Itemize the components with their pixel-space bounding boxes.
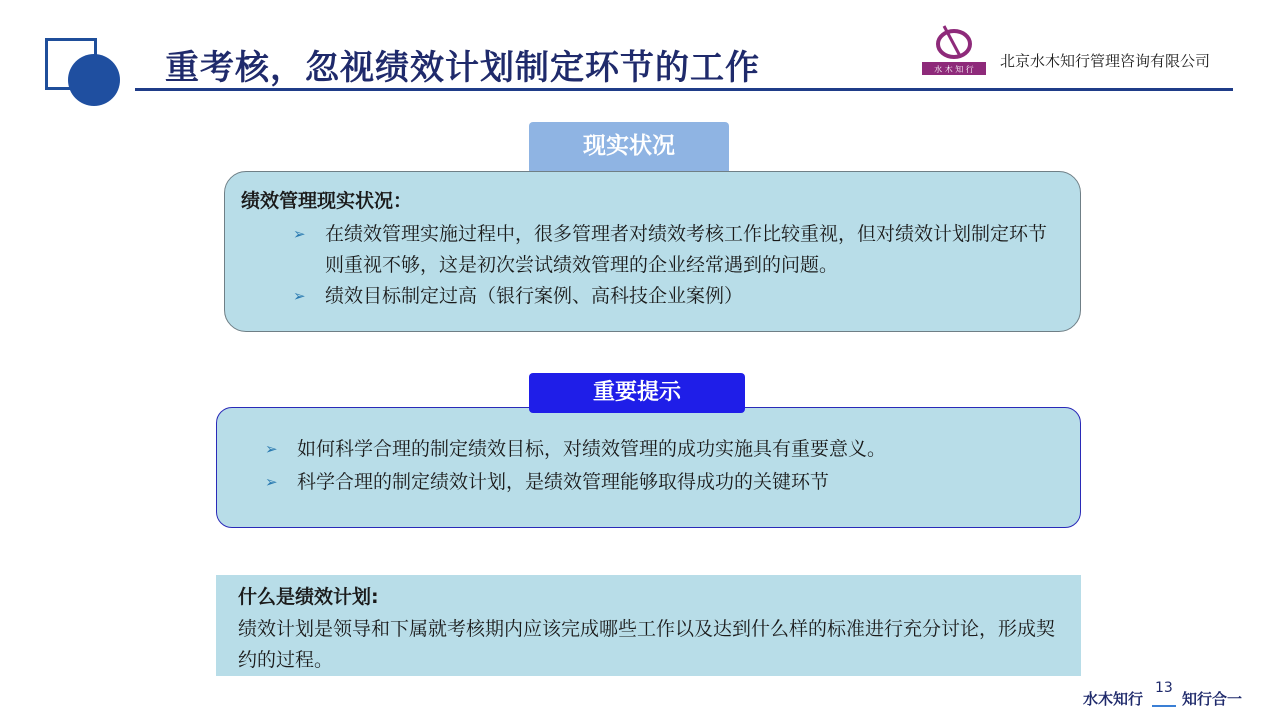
company-name: 北京水木知行管理咨询有限公司	[1000, 52, 1211, 70]
page-title: 重考核，忽视绩效计划制定环节的工作	[165, 48, 760, 88]
tip-panel	[216, 407, 1081, 528]
reality-bullet-text: 在绩效管理实施过程中，很多管理者对绩效考核工作比较重视，但对绩效计划制定环节则重视不够，这是初次尝试绩效管理的企业经常遇到的问题。	[325, 223, 1048, 276]
definition-panel	[216, 575, 1081, 676]
company-logo	[920, 22, 988, 76]
tip-bullet-list	[265, 434, 1080, 498]
tip-bullet	[265, 467, 1080, 498]
reality-heading: 绩效管理现实状况：	[241, 190, 413, 212]
arrow-bullet-icon: ➢	[293, 287, 306, 305]
tip-bullet-text: 科学合理的制定绩效计划，是绩效管理能够取得成功的关键环节	[297, 471, 830, 493]
reality-bullet-list	[293, 219, 1062, 312]
tab-reality: 现实状况	[529, 122, 729, 172]
page-number-underline	[1152, 705, 1176, 707]
tip-bullet-text: 如何科学合理的制定绩效目标，对绩效管理的成功实施具有重要意义。	[297, 438, 887, 460]
tip-bullet	[265, 434, 1080, 465]
definition-body: 绩效计划是领导和下属就考核期内应该完成哪些工作以及达到什么样的标准进行充分讨论，形成契约的过程。	[238, 618, 1056, 671]
footer-slogan: 知行合一	[1182, 690, 1243, 708]
reality-panel	[224, 171, 1081, 332]
header-divider	[135, 88, 1233, 91]
tab-important-tip: 重要提示	[529, 373, 745, 413]
definition-heading: 什么是绩效计划:	[238, 586, 379, 608]
reality-bullet	[293, 219, 1062, 281]
logo-text: 水 木 知 行	[934, 65, 974, 74]
page-number: 13	[1155, 680, 1173, 696]
reality-bullet	[293, 281, 1062, 312]
arrow-bullet-icon: ➢	[265, 440, 278, 458]
decorative-circle	[68, 54, 120, 106]
footer-brand: 水木知行	[1083, 690, 1144, 708]
arrow-bullet-icon: ➢	[265, 473, 278, 491]
reality-bullet-text: 绩效目标制定过高（银行案例、高科技企业案例）	[325, 285, 744, 307]
arrow-bullet-icon: ➢	[293, 225, 306, 243]
